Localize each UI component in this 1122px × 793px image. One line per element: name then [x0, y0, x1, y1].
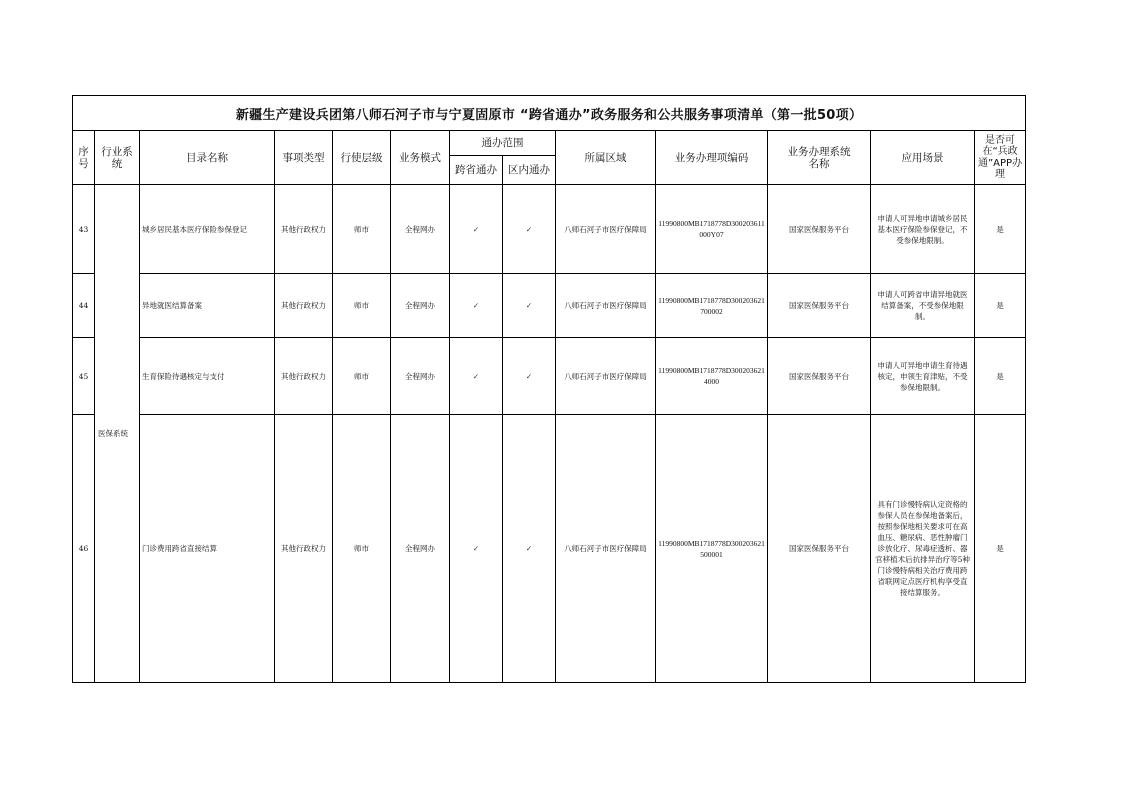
header-industry: 行业系统 — [95, 131, 140, 185]
table-row — [73, 185, 1026, 274]
row-level: 师市 — [333, 185, 391, 274]
row-scene: 申请人可异地申请城乡居民基本医疗保险参保登记，不受参保地限制。 — [871, 185, 975, 274]
row-type: 其他行政权力 — [275, 274, 333, 338]
row-catalog: 城乡居民基本医疗保险参保登记 — [140, 185, 275, 274]
header-scene: 应用场景 — [871, 131, 975, 185]
check-icon: ✓ — [503, 415, 556, 683]
row-system: 国家医保服务平台 — [768, 338, 871, 415]
table-row — [73, 338, 1026, 415]
header-app: 是否可在“兵政通”APP办理 — [975, 131, 1026, 185]
table-row — [73, 415, 1026, 683]
row-scene: 具有门诊慢特病认定资格的参保人员在参保地备案后，按照参保地相关要求可在高血压、糖尿病、恶性肿瘤门诊放化疗、尿毒症透析、器官移植术后抗排异治疗等5种门诊慢特病相关治疗费用跨省联网定点医疗机构享受直接结算服务。 — [871, 415, 975, 683]
row-type: 其他行政权力 — [275, 415, 333, 683]
header-seq: 序号 — [73, 131, 95, 185]
row-region: 八师石河子市医疗保障局 — [556, 338, 656, 415]
table-row — [73, 274, 1026, 338]
row-region: 八师石河子市医疗保障局 — [556, 185, 656, 274]
row-mode: 全程网办 — [391, 415, 450, 683]
check-icon: ✓ — [450, 415, 503, 683]
check-icon: ✓ — [450, 185, 503, 274]
row-system: 国家医保服务平台 — [768, 185, 871, 274]
row-catalog: 门诊费用跨省直接结算 — [140, 415, 275, 683]
header-scope: 通办范围 — [450, 131, 556, 156]
row-system: 国家医保服务平台 — [768, 415, 871, 683]
row-catalog: 生育保险待遇核定与支付 — [140, 338, 275, 415]
industry-system-cell: 医保系统 — [95, 185, 140, 683]
check-icon: ✓ — [450, 338, 503, 415]
header-catalog: 目录名称 — [140, 131, 275, 185]
header-code: 业务办理项编码 — [656, 131, 768, 185]
row-region: 八师石河子市医疗保障局 — [556, 274, 656, 338]
row-seq: 45 — [73, 338, 95, 415]
row-app: 是 — [975, 274, 1026, 338]
row-app: 是 — [975, 338, 1026, 415]
row-app: 是 — [975, 185, 1026, 274]
service-list-table — [72, 95, 1026, 683]
row-scene: 申请人可异地申请生育待遇核定，申领生育津贴，不受参保地限制。 — [871, 338, 975, 415]
row-level: 师市 — [333, 338, 391, 415]
row-system: 国家医保服务平台 — [768, 274, 871, 338]
header-scope-cross: 跨省通办 — [450, 156, 503, 185]
check-icon: ✓ — [503, 338, 556, 415]
row-mode: 全程网办 — [391, 338, 450, 415]
row-catalog: 异地就医结算备案 — [140, 274, 275, 338]
header-scope-region: 区内通办 — [503, 156, 556, 185]
row-code: 11990800MB1718778D300203621500001 — [656, 415, 768, 683]
row-region: 八师石河子市医疗保障局 — [556, 415, 656, 683]
header-system: 业务办理系统名称 — [768, 131, 871, 185]
check-icon: ✓ — [503, 185, 556, 274]
row-app: 是 — [975, 415, 1026, 683]
check-icon: ✓ — [503, 274, 556, 338]
check-icon: ✓ — [450, 274, 503, 338]
header-region: 所属区域 — [556, 131, 656, 185]
row-code: 11990800MB1718778D3002036214000 — [656, 338, 768, 415]
row-level: 师市 — [333, 274, 391, 338]
row-level: 师市 — [333, 415, 391, 683]
row-type: 其他行政权力 — [275, 185, 333, 274]
row-seq: 44 — [73, 274, 95, 338]
header-level: 行使层级 — [333, 131, 391, 185]
row-type: 其他行政权力 — [275, 338, 333, 415]
row-code: 11990800MB1718778D300203611000Y07 — [656, 185, 768, 274]
header-type: 事项类型 — [275, 131, 333, 185]
row-scene: 申请人可跨省申请异地就医结算备案，不受参保地限制。 — [871, 274, 975, 338]
row-seq: 43 — [73, 185, 95, 274]
table-title: 新疆生产建设兵团第八师石河子市与宁夏固原市 “跨省通办”政务服务和公共服务事项清单（第一批50项） — [73, 96, 1026, 131]
header-mode: 业务模式 — [391, 131, 450, 185]
row-seq: 46 — [73, 415, 95, 683]
row-mode: 全程网办 — [391, 185, 450, 274]
row-mode: 全程网办 — [391, 274, 450, 338]
row-code: 11990800MB1718778D300203621700002 — [656, 274, 768, 338]
